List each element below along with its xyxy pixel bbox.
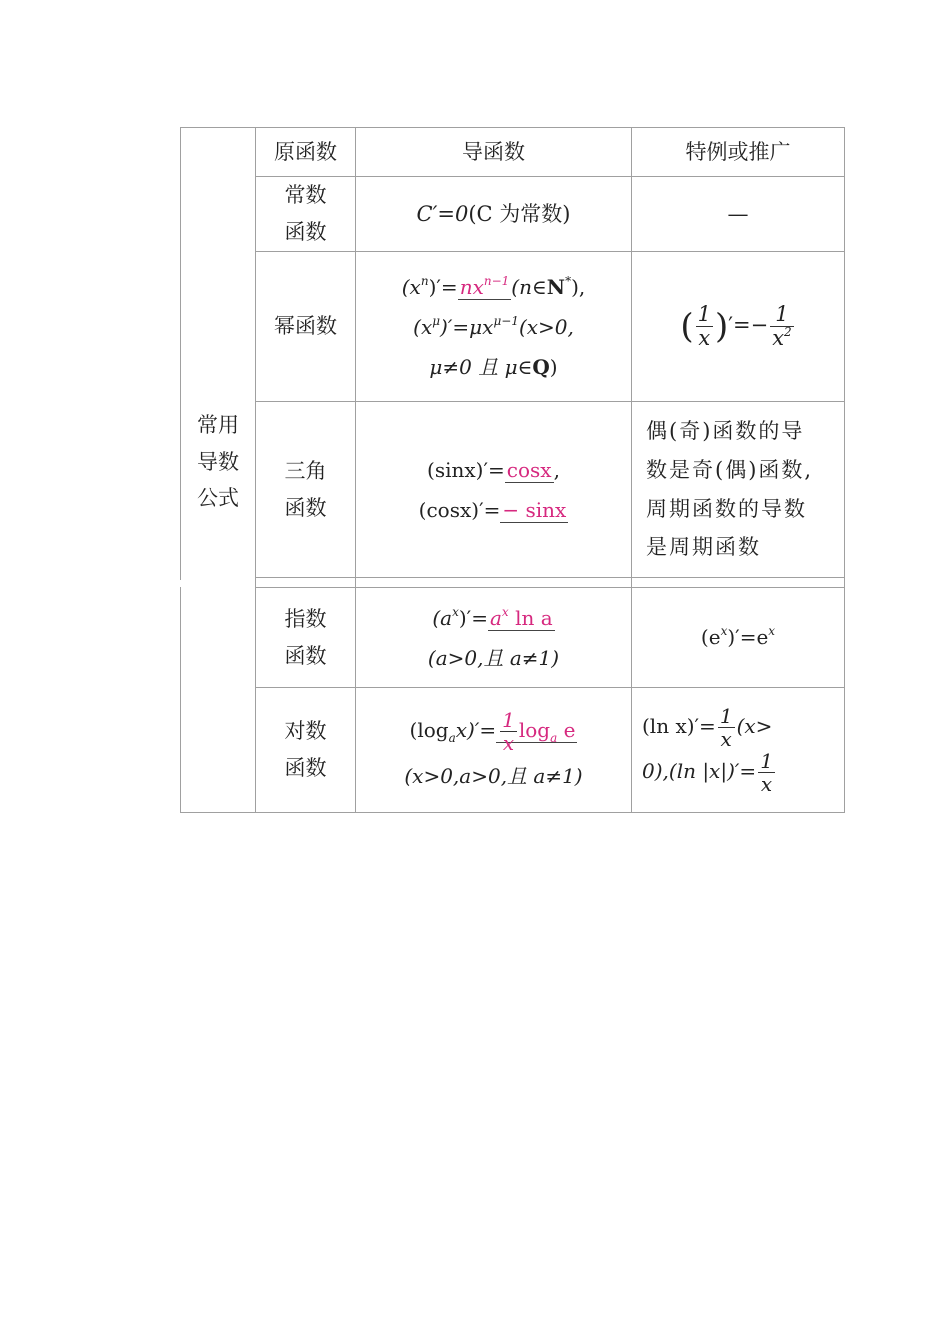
header-derivative xyxy=(356,128,631,176)
power-answer xyxy=(458,275,512,300)
fraction xyxy=(758,750,775,795)
text: x xyxy=(501,604,509,619)
text: * xyxy=(565,273,572,288)
constant-special: — xyxy=(727,201,749,226)
text: μ≠0 且 μ∈ xyxy=(429,354,533,379)
fraction xyxy=(718,705,735,750)
trig-line-1 xyxy=(356,450,631,490)
row-name-line: 函数 xyxy=(284,495,327,520)
text: ) xyxy=(549,354,558,379)
text: Q xyxy=(532,354,550,379)
row-divider xyxy=(255,577,844,578)
log-line-2: (x>0,a>0,且 a≠1) xyxy=(404,763,583,788)
text: (x> xyxy=(736,714,773,738)
fraction xyxy=(500,709,517,754)
text: x xyxy=(772,326,785,350)
special-line: 周期函数的导数 xyxy=(646,496,807,521)
log-special-line-1 xyxy=(642,705,836,750)
text: n xyxy=(420,273,429,288)
text: (log xyxy=(409,717,449,742)
text: N xyxy=(546,274,566,299)
text: (a xyxy=(432,605,453,630)
text: 0),(ln |x|)′= xyxy=(642,759,757,783)
text: ) xyxy=(714,306,729,347)
text: )′= xyxy=(458,605,488,630)
header-original-label: 原函数 xyxy=(274,139,337,164)
text: (ln x)′= xyxy=(642,714,716,738)
text: x xyxy=(698,326,711,350)
text: x xyxy=(502,730,515,755)
row-name-line: 三角 xyxy=(284,458,327,483)
trig-answer: cosx xyxy=(506,457,552,482)
power-line-2 xyxy=(356,307,631,347)
table-bottom-border xyxy=(180,812,844,813)
category-label-line: 常用 xyxy=(197,412,239,437)
log-answer xyxy=(496,707,577,755)
row-exp-special xyxy=(632,588,844,687)
exp-answer xyxy=(488,606,555,631)
text: 1 xyxy=(760,749,773,773)
header-special-label: 特例或推广 xyxy=(685,139,791,164)
exp-line-1 xyxy=(356,598,631,638)
text: (sinx)′= xyxy=(427,457,505,482)
text: (x xyxy=(413,314,433,339)
exp-line-2: (a>0,且 a≠1) xyxy=(427,645,560,670)
text: nx xyxy=(459,274,484,299)
category-label-line: 导数 xyxy=(197,449,239,474)
text: 1 xyxy=(770,303,793,327)
log-line-1 xyxy=(356,709,631,754)
row-constant-name xyxy=(256,177,355,251)
row-power-special xyxy=(632,252,844,401)
text: 2 xyxy=(784,325,792,339)
text: (n∈ xyxy=(511,274,547,299)
row-log-name xyxy=(256,688,355,812)
row-constant-special xyxy=(632,177,844,251)
row-trig-derivative xyxy=(356,402,631,577)
text: 1 xyxy=(502,707,515,732)
row-name-line: 函数 xyxy=(284,220,327,244)
row-name-line: 对数 xyxy=(284,719,327,744)
fraction xyxy=(770,303,793,350)
log-special-line-2 xyxy=(642,750,836,795)
row-name-line: 函数 xyxy=(284,643,327,668)
text: (x>0, xyxy=(518,314,574,339)
text: x xyxy=(760,772,773,796)
text: e xyxy=(563,717,576,742)
text: x xyxy=(452,604,459,619)
text: x xyxy=(720,624,728,638)
row-name-line: 幂函数 xyxy=(274,314,337,339)
text: )′=e xyxy=(727,625,769,649)
text: )′= xyxy=(428,274,458,299)
text: ln a xyxy=(515,605,553,630)
text: n−1 xyxy=(483,273,510,288)
text: (e xyxy=(700,625,721,649)
special-line: 是周期函数 xyxy=(646,535,761,560)
text: a xyxy=(489,605,502,630)
row-log-derivative xyxy=(356,688,631,812)
row-log-special xyxy=(632,688,844,812)
constant-note: (C 为常数) xyxy=(468,201,571,226)
power-line-1 xyxy=(356,267,631,307)
power-line-3 xyxy=(356,347,631,387)
trig-answer: − sinx xyxy=(502,497,567,522)
row-name-line: 函数 xyxy=(284,756,327,780)
text: )′=μx xyxy=(440,314,494,339)
row-power-name xyxy=(256,252,355,401)
text: ( xyxy=(680,306,694,347)
text: μ xyxy=(432,313,441,328)
text: 1 xyxy=(719,704,733,728)
row-name-line: 常数 xyxy=(284,183,327,208)
category-label xyxy=(181,400,255,524)
fraction-denominator xyxy=(770,327,793,350)
text: x)′= xyxy=(455,717,497,742)
row-constant-derivative xyxy=(356,177,631,251)
text: (cosx)′= xyxy=(418,497,501,522)
text: ), xyxy=(571,274,586,299)
text: a xyxy=(448,730,456,745)
constant-formula: C′=0 xyxy=(416,201,469,226)
row-exp-derivative xyxy=(356,588,631,687)
header-derivative-label: 导函数 xyxy=(462,139,525,164)
row-name-line: 指数 xyxy=(284,606,327,631)
row-power-derivative xyxy=(356,252,631,401)
special-line: 偶(奇)函数的导 xyxy=(646,418,805,443)
text: log xyxy=(518,717,551,742)
special-line: 数是奇(偶)函数, xyxy=(646,457,814,482)
fraction xyxy=(696,303,713,350)
header-original xyxy=(256,128,355,176)
row-trig-special xyxy=(632,402,844,577)
text: , xyxy=(553,457,560,482)
text: ′=− xyxy=(728,313,769,337)
category-label-line: 公式 xyxy=(197,486,239,511)
text: a xyxy=(550,730,558,745)
text: x xyxy=(768,624,776,638)
row-trig-name xyxy=(256,402,355,577)
text: x xyxy=(720,727,732,751)
text: (x xyxy=(401,274,421,299)
trig-line-2 xyxy=(356,490,631,530)
text: 1 xyxy=(697,301,711,326)
table-right-border xyxy=(844,127,845,813)
header-special xyxy=(632,128,844,176)
table-left-border-lower xyxy=(180,587,181,813)
text: μ−1 xyxy=(493,313,519,328)
row-exp-name xyxy=(256,588,355,687)
